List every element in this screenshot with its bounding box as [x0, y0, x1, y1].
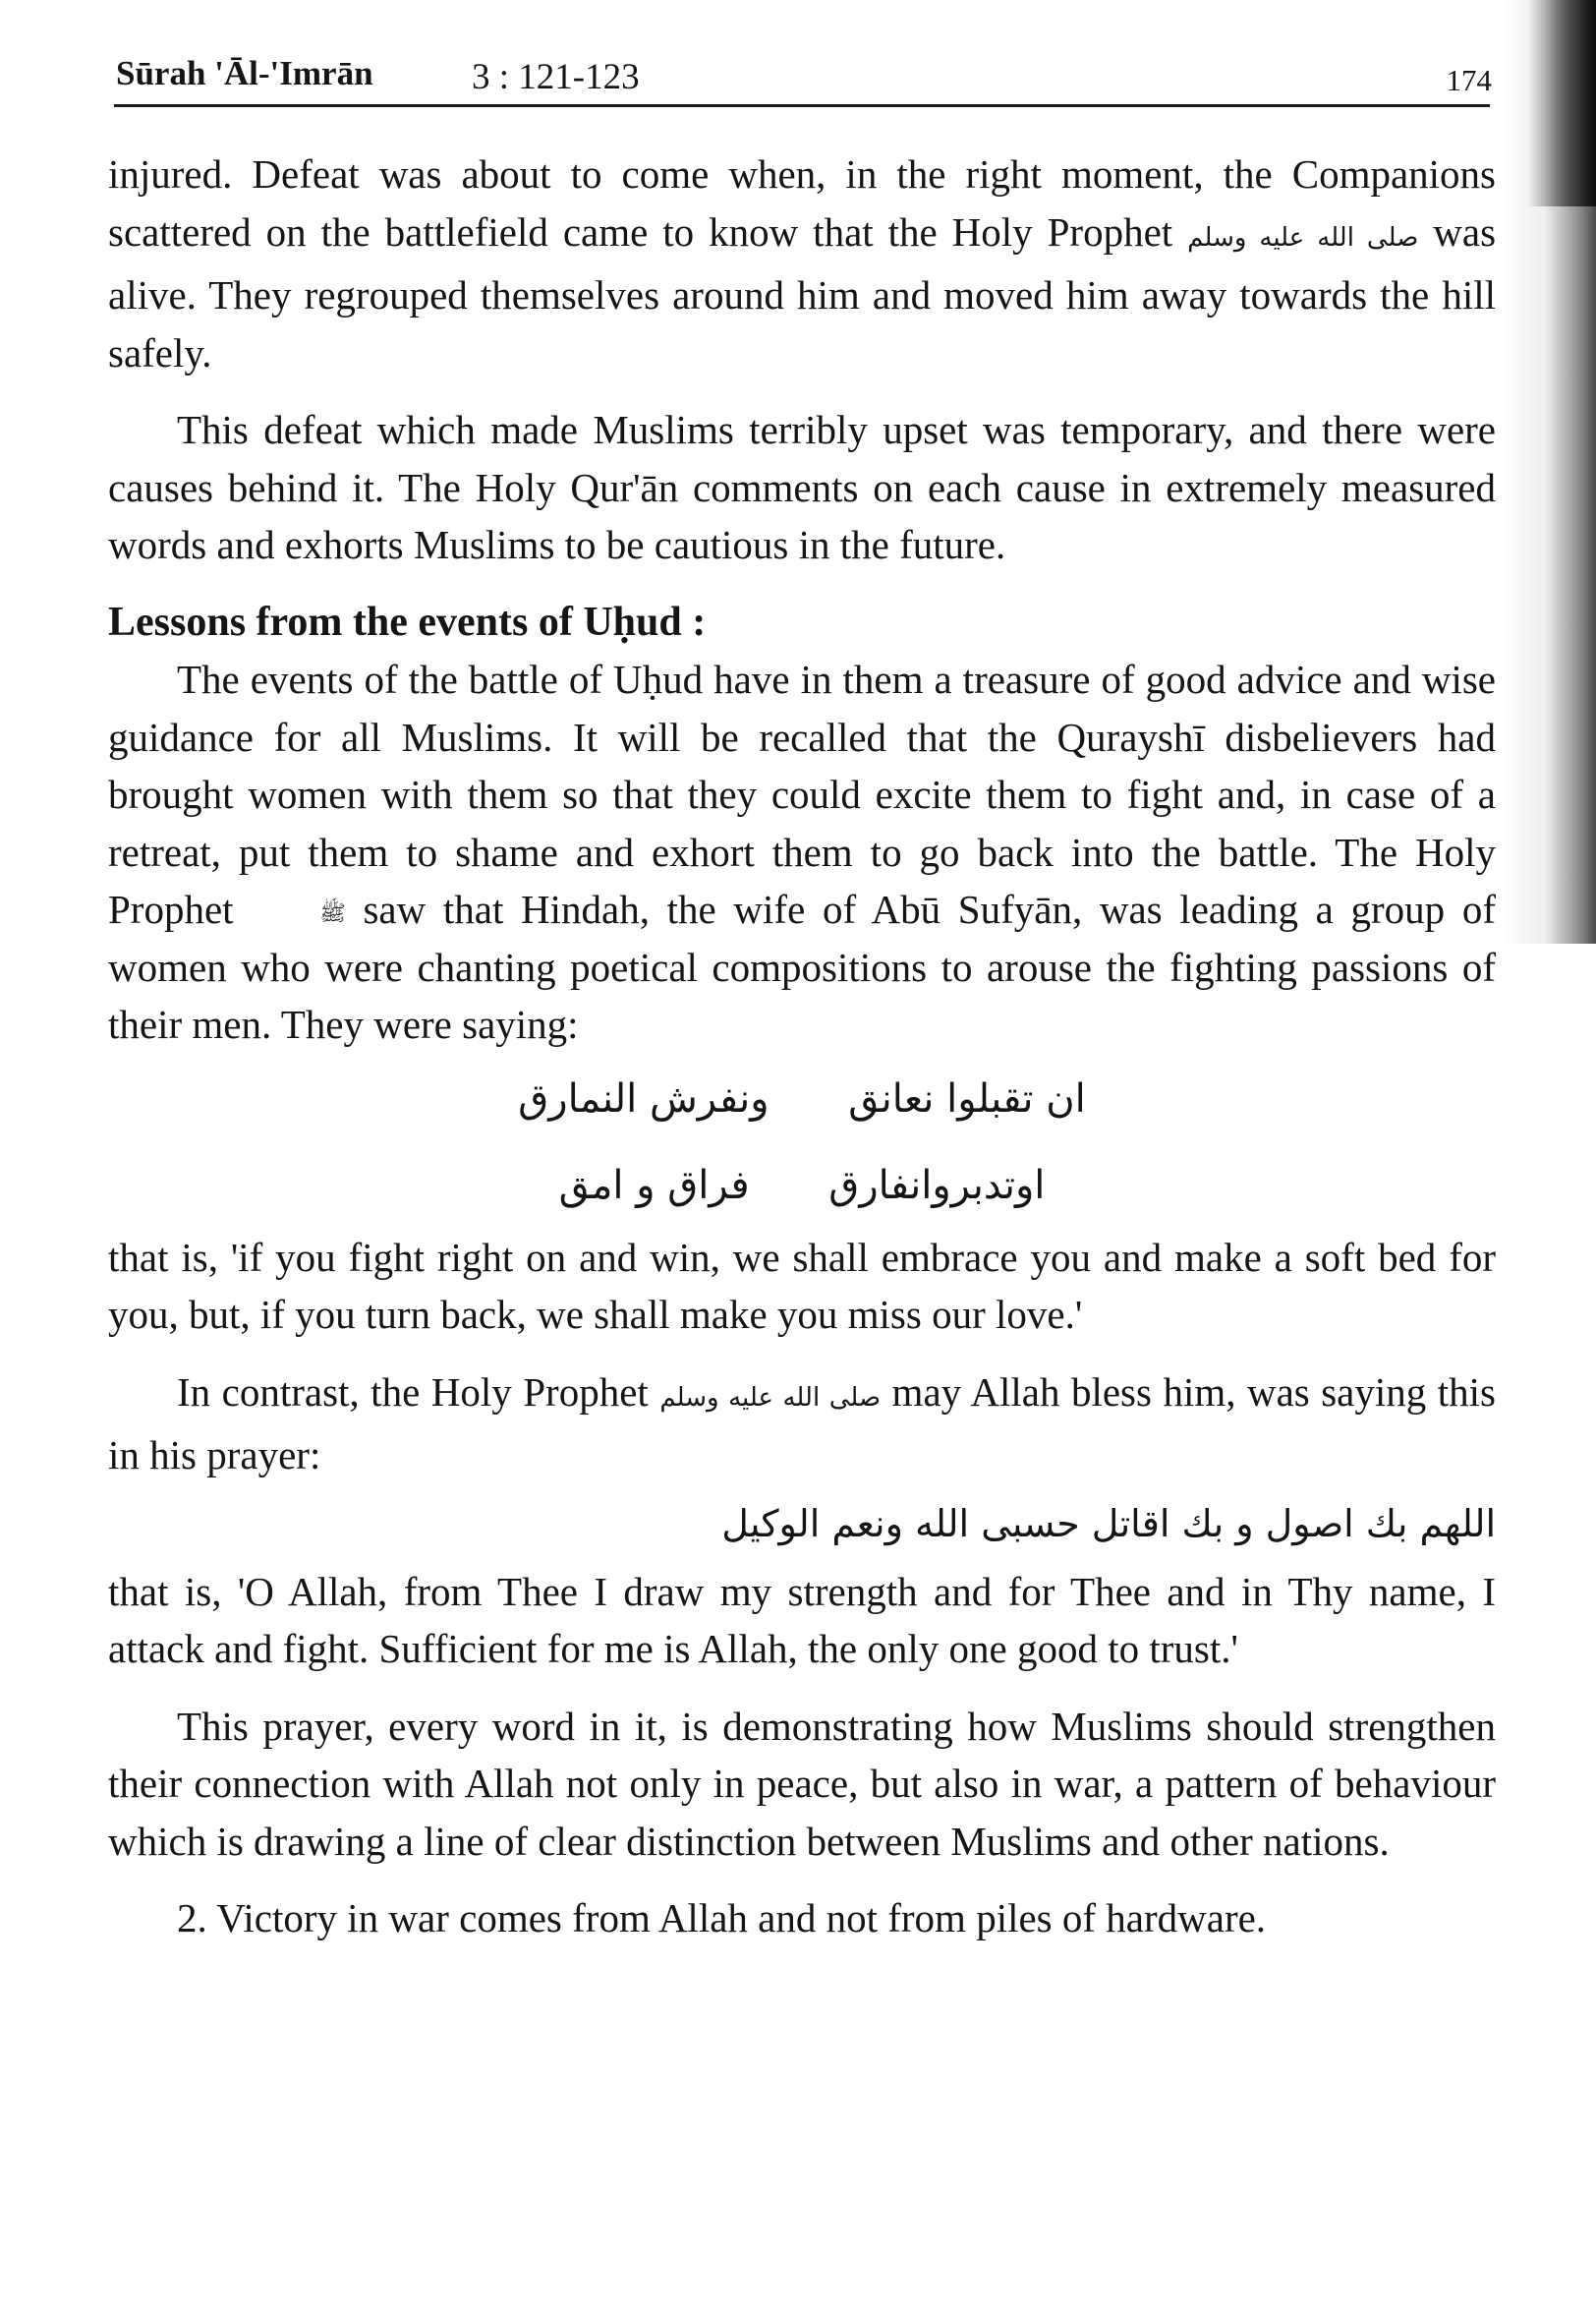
book-page [108, 0, 1499, 2315]
arabic-prayer: اللهم بك اصول و بك اقاتل حسبى الله ونعم الوكيل [721, 1501, 1496, 1545]
paragraph-7: This prayer, every word in it, is demonstrating how Muslims should strengthen their connection with Allah not only in peace, but also in war, a pattern of behaviour which is drawing a line of clear distinction between Muslims and other nations. [108, 1703, 1496, 1864]
section-heading: Lessons from the events of Uḥud : [108, 599, 707, 645]
verse-line-1-second-hemistich: ونفرش النمارق [518, 1075, 770, 1122]
paragraph-1-tail: was alive. They regrouped themselves around him and moved him away towards the hill safely. [108, 208, 1497, 376]
header-rule [114, 104, 1490, 107]
verse-reference: 3 : 121-123 [472, 57, 640, 97]
paragraph-8: 2. Victory in war comes from Allah and not from piles of hardware. [177, 1895, 1267, 1940]
verse-line-1 [108, 1056, 1496, 1142]
paragraph-3 [108, 651, 1496, 1054]
verse-line-2-first-hemistich: اوتدبروانفارق [828, 1162, 1046, 1208]
page-number: 174 [1446, 63, 1492, 97]
verse-line-1-first-hemistich: ان تقبلوا نعانق [848, 1075, 1086, 1122]
arabic-verse [108, 1056, 1496, 1229]
verse-line-2-second-hemistich: فراق و امق [558, 1162, 750, 1208]
paragraph-1-text: injured. Defeat was about to come when, in the right moment, the Companions scattered on the battlefield came to know that the Holy Prophet [108, 151, 1496, 255]
paragraph-5-text-b: may Allah bless him, was saying this in his prayer: [108, 1368, 1497, 1477]
scanned-page-edge-dark [1527, 0, 1596, 206]
paragraph-5-text-a: In contrast, the Holy Prophet [177, 1368, 649, 1415]
paragraph-3-text-a: The events of the battle of Uḥud have in them a treasure of good advice and wise guidance for all Muslims. It will be recalled that the Qurayshī disbelievers had brought women with them so that they could excite them to fight and, in case of a retreat, put them to shame and exhort them to go back into the battle. The Holy Prophet [108, 657, 1496, 932]
paragraph-5 [108, 1363, 1496, 1484]
paragraph-2: This defeat which made Muslims terribly upset was temporary, and there were causes behind it. The Holy Qur'ān comments on each cause in extremely measured words and exhorts Muslims to be cautious in the future. [108, 407, 1496, 567]
paragraph-4: that is, 'if you fight right on and win, we shall embrace you and make a soft bed for you, but, if you turn back, we shall make you miss our love.' [108, 1234, 1496, 1337]
verse-line-2 [108, 1142, 1496, 1229]
running-head [116, 54, 1492, 103]
body-text [108, 145, 1496, 1947]
paragraph-1 [108, 145, 1496, 381]
paragraph-3-text-b: saw that Hindah, the wife of Abū Sufyān, was leading a group of women who were chanting poetical compositions to arouse the fighting passions of their men. They were saying: [108, 887, 1496, 1047]
honorific-symbol: ﷺ [319, 900, 346, 926]
salawat-inline: صلى الله عليه وسلم [1187, 222, 1419, 253]
surah-title: Sūrah 'Āl-'Imrān [116, 54, 373, 92]
salawat-inline-2: صلى الله عليه وسلم [659, 1382, 882, 1413]
paragraph-6: that is, 'O Allah, from Thee I draw my strength and for Thee and in Thy name, I attack and fight. Sufficient for me is Allah, the only one good to trust.' [108, 1568, 1496, 1671]
